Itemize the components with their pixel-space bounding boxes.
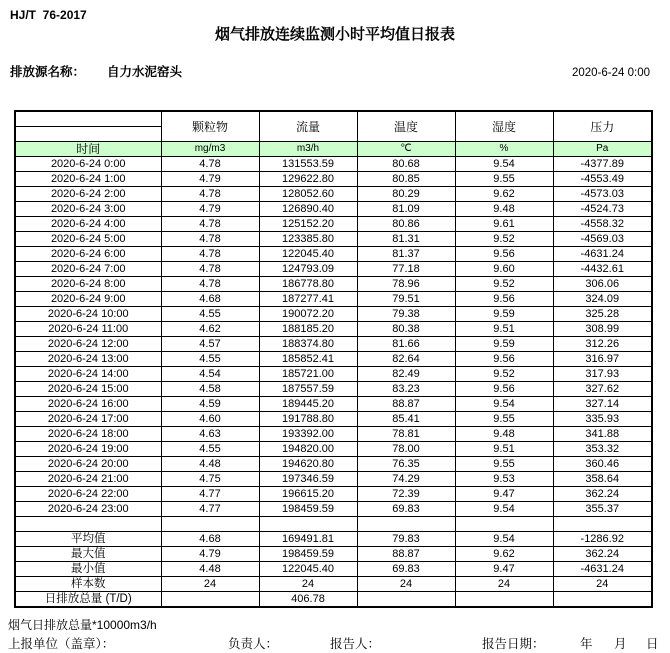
- value-cell: 9.55: [455, 412, 553, 427]
- value-cell: 4.78: [161, 277, 259, 292]
- value-cell: 9.54: [455, 532, 553, 547]
- responsible-label: 负责人：: [228, 637, 279, 651]
- unit-pressure: Pa: [553, 142, 652, 157]
- value-cell: 191788.80: [259, 412, 357, 427]
- table-row: [15, 397, 652, 412]
- value-cell: 4.79: [161, 547, 259, 562]
- header-empty-top: [15, 111, 161, 127]
- time-cell: 2020-6-24 12:00: [15, 337, 161, 352]
- col-header-humidity: 湿度: [455, 111, 553, 142]
- value-cell: 88.87: [357, 547, 455, 562]
- table-row: [15, 457, 652, 472]
- value-cell: 9.55: [455, 457, 553, 472]
- value-cell: 355.37: [553, 502, 652, 517]
- value-cell: 79.83: [357, 532, 455, 547]
- value-cell: 9.56: [455, 352, 553, 367]
- table-row: [15, 217, 652, 232]
- value-cell: 4.55: [161, 352, 259, 367]
- value-cell: 88.87: [357, 397, 455, 412]
- value-cell: 128052.60: [259, 187, 357, 202]
- value-cell: 80.86: [357, 217, 455, 232]
- value-cell: 4.48: [161, 562, 259, 577]
- value-cell: 406.78: [259, 592, 357, 608]
- time-cell: 2020-6-24 22:00: [15, 487, 161, 502]
- value-cell: 80.29: [357, 187, 455, 202]
- time-cell: 2020-6-24 5:00: [15, 232, 161, 247]
- table-row: [15, 202, 652, 217]
- value-cell: [455, 517, 553, 532]
- value-cell: 308.99: [553, 322, 652, 337]
- value-cell: 4.78: [161, 247, 259, 262]
- time-cell: 2020-6-24 20:00: [15, 457, 161, 472]
- value-cell: 4.63: [161, 427, 259, 442]
- value-cell: 81.09: [357, 202, 455, 217]
- value-cell: 9.47: [455, 562, 553, 577]
- table-row: [15, 472, 652, 487]
- value-cell: 189445.20: [259, 397, 357, 412]
- col-header-temperature: 温度: [357, 111, 455, 142]
- meta-row: [10, 62, 650, 80]
- value-cell: 9.48: [455, 427, 553, 442]
- value-cell: 4.57: [161, 337, 259, 352]
- value-cell: -4558.32: [553, 217, 652, 232]
- reporter-label: 报告人：: [330, 637, 381, 651]
- value-cell: 362.24: [553, 487, 652, 502]
- value-cell: 81.37: [357, 247, 455, 262]
- value-cell: 360.46: [553, 457, 652, 472]
- value-cell: 78.00: [357, 442, 455, 457]
- table-row: [15, 337, 652, 352]
- value-cell: 169491.81: [259, 532, 357, 547]
- value-cell: 4.78: [161, 217, 259, 232]
- value-cell: 9.61: [455, 217, 553, 232]
- value-cell: 24: [357, 577, 455, 592]
- value-cell: 4.78: [161, 262, 259, 277]
- value-cell: 188374.80: [259, 337, 357, 352]
- value-cell: 341.88: [553, 427, 652, 442]
- value-cell: 9.52: [455, 277, 553, 292]
- report-datetime: 2020-6-24 0:00: [571, 67, 650, 79]
- value-cell: 9.55: [455, 172, 553, 187]
- time-cell: 2020-6-24 19:00: [15, 442, 161, 457]
- table-body: [15, 157, 652, 608]
- table-row: [15, 487, 652, 502]
- value-cell: 4.54: [161, 367, 259, 382]
- emission-source: [10, 62, 182, 80]
- value-cell: [357, 592, 455, 608]
- table-row: [15, 382, 652, 397]
- summary-row: [15, 547, 652, 562]
- value-cell: 81.31: [357, 232, 455, 247]
- time-cell: 2020-6-24 15:00: [15, 382, 161, 397]
- value-cell: 9.51: [455, 322, 553, 337]
- value-cell: 82.64: [357, 352, 455, 367]
- value-cell: [357, 517, 455, 532]
- value-cell: 4.79: [161, 202, 259, 217]
- col-header-flow: 流量: [259, 111, 357, 142]
- value-cell: 190072.20: [259, 307, 357, 322]
- value-cell: 79.38: [357, 307, 455, 322]
- unit-particulate: mg/m3: [161, 142, 259, 157]
- doc-code: HJ/T 76-2017: [10, 8, 87, 22]
- value-cell: 85.41: [357, 412, 455, 427]
- value-cell: 306.06: [553, 277, 652, 292]
- time-cell: 2020-6-24 8:00: [15, 277, 161, 292]
- value-cell: -4432.61: [553, 262, 652, 277]
- value-cell: 4.78: [161, 232, 259, 247]
- time-cell: 2020-6-24 13:00: [15, 352, 161, 367]
- row-label-cell: 平均值: [15, 532, 161, 547]
- time-cell: 2020-6-24 0:00: [15, 157, 161, 172]
- value-cell: 24: [259, 577, 357, 592]
- table-row: [15, 322, 652, 337]
- table-row: [15, 232, 652, 247]
- row-label-cell: 样本数: [15, 577, 161, 592]
- time-cell: 2020-6-24 7:00: [15, 262, 161, 277]
- time-cell: 2020-6-24 9:00: [15, 292, 161, 307]
- time-cell: 2020-6-24 21:00: [15, 472, 161, 487]
- value-cell: 9.47: [455, 487, 553, 502]
- value-cell: 4.58: [161, 382, 259, 397]
- value-cell: -4524.73: [553, 202, 652, 217]
- time-cell: 2020-6-24 14:00: [15, 367, 161, 382]
- value-cell: 9.54: [455, 157, 553, 172]
- value-cell: 9.48: [455, 202, 553, 217]
- value-cell: 188185.20: [259, 322, 357, 337]
- value-cell: 327.62: [553, 382, 652, 397]
- value-cell: 185721.00: [259, 367, 357, 382]
- time-cell: 2020-6-24 1:00: [15, 172, 161, 187]
- table-row: [15, 157, 652, 172]
- value-cell: 198459.59: [259, 547, 357, 562]
- value-cell: 186778.80: [259, 277, 357, 292]
- time-cell: 2020-6-24 17:00: [15, 412, 161, 427]
- value-cell: 79.51: [357, 292, 455, 307]
- table-row: [15, 307, 652, 322]
- value-cell: 80.68: [357, 157, 455, 172]
- value-cell: 76.35: [357, 457, 455, 472]
- value-cell: 72.39: [357, 487, 455, 502]
- table-row: [15, 502, 652, 517]
- value-cell: -4573.03: [553, 187, 652, 202]
- value-cell: 9.52: [455, 367, 553, 382]
- table-row: [15, 427, 652, 442]
- value-cell: -4631.24: [553, 562, 652, 577]
- value-cell: 197346.59: [259, 472, 357, 487]
- table-row: [15, 277, 652, 292]
- emission-source-name: 自力水泥窑头: [107, 65, 183, 79]
- value-cell: 9.56: [455, 292, 553, 307]
- value-cell: 325.28: [553, 307, 652, 322]
- value-cell: 362.24: [553, 547, 652, 562]
- value-cell: 327.14: [553, 397, 652, 412]
- value-cell: 312.26: [553, 337, 652, 352]
- time-cell: 2020-6-24 2:00: [15, 187, 161, 202]
- value-cell: 122045.40: [259, 247, 357, 262]
- value-cell: [455, 592, 553, 608]
- daily-total-row: [15, 592, 652, 608]
- value-cell: 198459.59: [259, 502, 357, 517]
- spacer-row: [15, 517, 652, 532]
- value-cell: 9.60: [455, 262, 553, 277]
- value-cell: 194620.80: [259, 457, 357, 472]
- table-row: [15, 292, 652, 307]
- value-cell: 4.55: [161, 307, 259, 322]
- value-cell: 129622.80: [259, 172, 357, 187]
- value-cell: 4.75: [161, 472, 259, 487]
- value-cell: 4.78: [161, 157, 259, 172]
- table-row: [15, 367, 652, 382]
- value-cell: 9.59: [455, 307, 553, 322]
- value-cell: 9.54: [455, 397, 553, 412]
- summary-row: [15, 577, 652, 592]
- value-cell: 9.52: [455, 232, 553, 247]
- value-cell: 77.18: [357, 262, 455, 277]
- row-label-cell: 日排放总量 (T/D): [15, 592, 161, 608]
- value-cell: [259, 517, 357, 532]
- value-cell: 4.59: [161, 397, 259, 412]
- year-label: 年: [580, 637, 593, 651]
- value-cell: [553, 517, 652, 532]
- value-cell: 9.56: [455, 382, 553, 397]
- time-cell: [15, 517, 161, 532]
- value-cell: 24: [161, 577, 259, 592]
- unit-temperature: ℃: [357, 142, 455, 157]
- value-cell: 187277.41: [259, 292, 357, 307]
- value-cell: 9.62: [455, 547, 553, 562]
- time-cell: 2020-6-24 4:00: [15, 217, 161, 232]
- value-cell: 126890.40: [259, 202, 357, 217]
- value-cell: 78.96: [357, 277, 455, 292]
- time-cell: 2020-6-24 16:00: [15, 397, 161, 412]
- value-cell: 4.68: [161, 532, 259, 547]
- value-cell: 196615.20: [259, 487, 357, 502]
- value-cell: -4377.89: [553, 157, 652, 172]
- report-date-label: 报告日期：: [482, 637, 545, 651]
- summary-row: [15, 532, 652, 547]
- time-header: 时间: [15, 142, 161, 157]
- footer-sign-row: [0, 634, 670, 650]
- value-cell: 353.32: [553, 442, 652, 457]
- value-cell: 83.23: [357, 382, 455, 397]
- row-label-cell: 最小值: [15, 562, 161, 577]
- hourly-average-table: [14, 110, 653, 608]
- units-row: [15, 142, 652, 157]
- time-cell: 2020-6-24 23:00: [15, 502, 161, 517]
- table-row: [15, 442, 652, 457]
- value-cell: 24: [455, 577, 553, 592]
- table-row: [15, 247, 652, 262]
- value-cell: 80.38: [357, 322, 455, 337]
- value-cell: 122045.40: [259, 562, 357, 577]
- value-cell: -1286.92: [553, 532, 652, 547]
- time-cell: 2020-6-24 10:00: [15, 307, 161, 322]
- unit-humidity: %: [455, 142, 553, 157]
- value-cell: [161, 517, 259, 532]
- value-cell: 316.97: [553, 352, 652, 367]
- value-cell: 9.54: [455, 502, 553, 517]
- value-cell: 81.66: [357, 337, 455, 352]
- time-cell: 2020-6-24 3:00: [15, 202, 161, 217]
- value-cell: [553, 592, 652, 608]
- value-cell: 193392.00: [259, 427, 357, 442]
- time-cell: 2020-6-24 18:00: [15, 427, 161, 442]
- value-cell: 4.78: [161, 187, 259, 202]
- footer-note: 烟气日排放总量*10000m3/h: [8, 618, 157, 632]
- value-cell: 4.48: [161, 457, 259, 472]
- value-cell: 4.79: [161, 172, 259, 187]
- header-empty-bottom: [15, 127, 161, 142]
- table-row: [15, 262, 652, 277]
- pollutant-header-row: [15, 111, 652, 127]
- table-row: [15, 412, 652, 427]
- value-cell: 24: [553, 577, 652, 592]
- row-label-cell: 最大值: [15, 547, 161, 562]
- value-cell: -4569.03: [553, 232, 652, 247]
- value-cell: -4553.49: [553, 172, 652, 187]
- value-cell: 9.59: [455, 337, 553, 352]
- value-cell: 78.81: [357, 427, 455, 442]
- value-cell: 69.83: [357, 562, 455, 577]
- time-cell: 2020-6-24 11:00: [15, 322, 161, 337]
- value-cell: 4.77: [161, 487, 259, 502]
- emission-source-label: 排放源名称：: [10, 65, 86, 79]
- value-cell: 4.68: [161, 292, 259, 307]
- value-cell: 4.60: [161, 412, 259, 427]
- value-cell: 131553.59: [259, 157, 357, 172]
- time-cell: 2020-6-24 6:00: [15, 247, 161, 262]
- value-cell: 9.51: [455, 442, 553, 457]
- unit-flow: m3/h: [259, 142, 357, 157]
- value-cell: 124793.09: [259, 262, 357, 277]
- value-cell: [161, 592, 259, 608]
- summary-row: [15, 562, 652, 577]
- report-unit-label: 上报单位（盖章）：: [8, 637, 115, 651]
- month-label: 月: [614, 637, 627, 651]
- table-row: [15, 352, 652, 367]
- col-header-particulate: 颗粒物: [161, 111, 259, 142]
- value-cell: 9.62: [455, 187, 553, 202]
- day-label: 日: [646, 637, 659, 651]
- value-cell: 4.62: [161, 322, 259, 337]
- value-cell: 125152.20: [259, 217, 357, 232]
- value-cell: 194820.00: [259, 442, 357, 457]
- value-cell: 9.53: [455, 472, 553, 487]
- value-cell: 74.29: [357, 472, 455, 487]
- page-title: 烟气排放连续监测小时平均值日报表: [214, 26, 455, 43]
- value-cell: 123385.80: [259, 232, 357, 247]
- value-cell: 80.85: [357, 172, 455, 187]
- value-cell: 317.93: [553, 367, 652, 382]
- col-header-pressure: 压力: [553, 111, 652, 142]
- value-cell: 187557.59: [259, 382, 357, 397]
- value-cell: 335.93: [553, 412, 652, 427]
- value-cell: 185852.41: [259, 352, 357, 367]
- value-cell: 324.09: [553, 292, 652, 307]
- value-cell: 9.56: [455, 247, 553, 262]
- value-cell: -4631.24: [553, 247, 652, 262]
- table-row: [15, 172, 652, 187]
- value-cell: 82.49: [357, 367, 455, 382]
- table-row: [15, 187, 652, 202]
- value-cell: 358.64: [553, 472, 652, 487]
- value-cell: 69.83: [357, 502, 455, 517]
- value-cell: 4.77: [161, 502, 259, 517]
- value-cell: 4.55: [161, 442, 259, 457]
